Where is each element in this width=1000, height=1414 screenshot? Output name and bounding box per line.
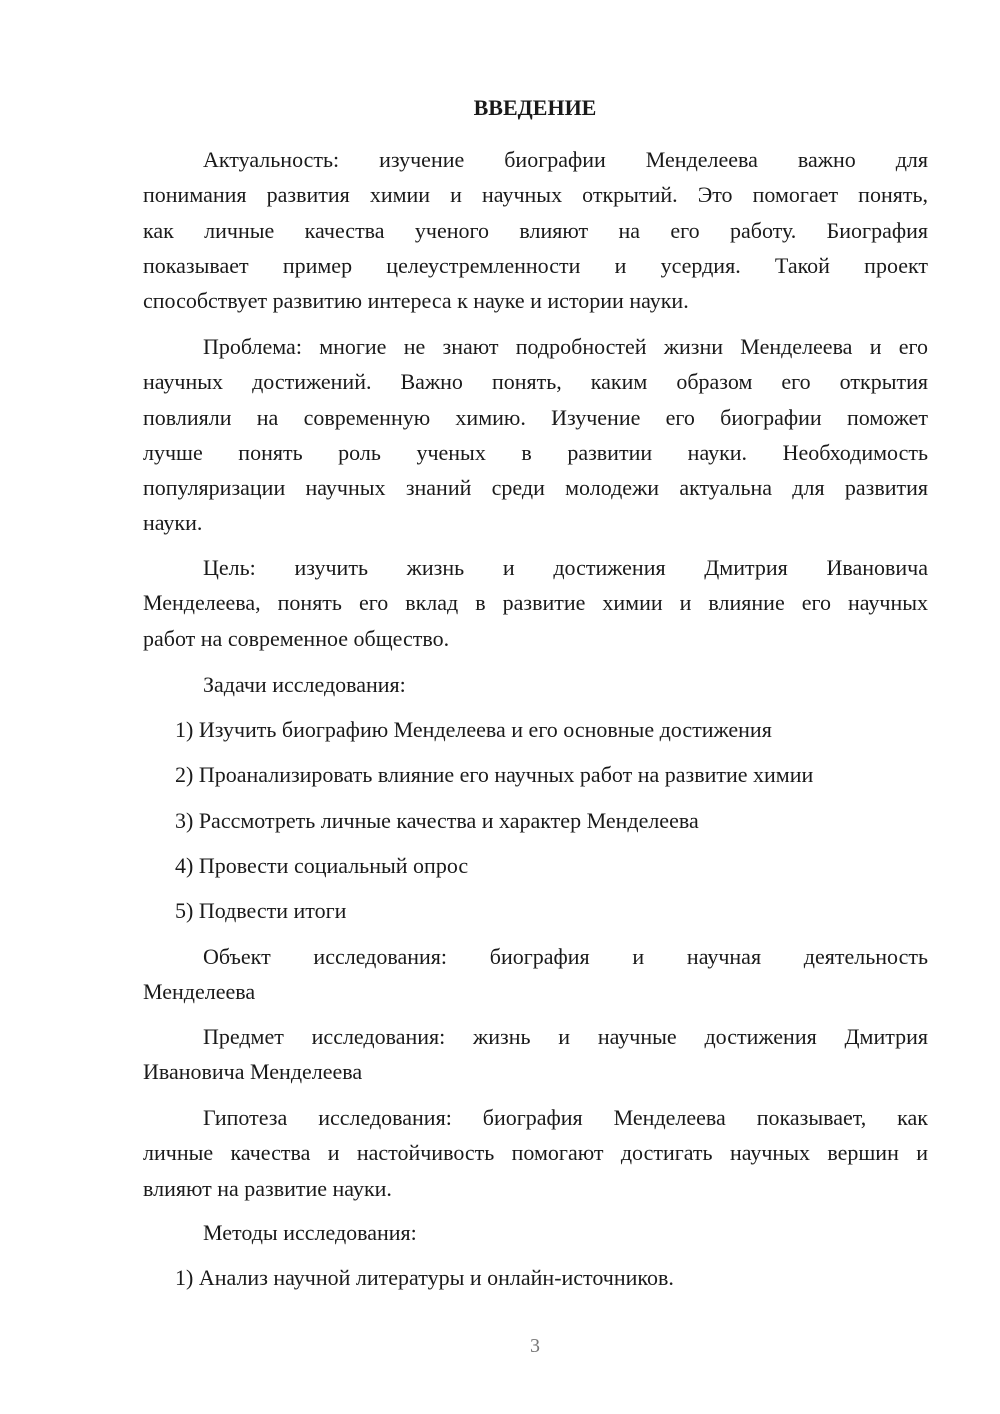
- list-item: [143, 757, 928, 792]
- text-line: Гипотеза исследования: биография Менделеева показывает, как: [203, 1105, 928, 1130]
- paragraph: [143, 550, 928, 656]
- text-line: Актуальность: изучение биографии Менделеева важно для: [203, 147, 928, 172]
- text-line: Ивановича Менделеева: [143, 1059, 363, 1085]
- text-line: личные качества и настойчивость помогают достигать научных вершин и: [143, 1140, 928, 1166]
- text-line: 3) Рассмотреть личные качества и характер Менделеева: [175, 808, 699, 833]
- text-line: 5) Подвести итоги: [175, 898, 347, 923]
- text-line: Проблема: многие не знают подробностей жизни Менделеева и его: [203, 334, 928, 359]
- text-line: 2) Проанализировать влияние его научных работ на развитие химии: [175, 762, 814, 787]
- text-line: популяризации научных знаний среди молодежи актуальна для развития: [143, 475, 928, 501]
- text-line: научных достижений. Важно понять, каким образом его открытия: [143, 369, 928, 395]
- list-item: [143, 893, 928, 928]
- text-line: лучше понять роль ученых в развитии науки. Необходимость: [143, 439, 928, 465]
- section-title: ВВЕДЕНИЕ: [473, 95, 597, 120]
- text-line: Задачи исследования:: [203, 672, 406, 697]
- text-line: влияют на развитие науки.: [143, 1175, 392, 1201]
- list-item: [143, 1260, 928, 1295]
- text-line: Цель: изучить жизнь и достижения Дмитрия Ивановича: [203, 555, 928, 580]
- list-item: [143, 712, 928, 747]
- paragraph: [143, 939, 928, 1010]
- paragraph: [143, 1019, 928, 1090]
- paragraph: [143, 329, 928, 541]
- text-line: Объект исследования: биография и научная деятельность: [203, 944, 928, 969]
- list-item: [143, 848, 928, 883]
- text-line: Методы исследования:: [203, 1220, 417, 1245]
- text-line: науки.: [143, 510, 203, 536]
- paragraph: [143, 1100, 928, 1206]
- text-line: Менделеева: [143, 979, 256, 1005]
- text-line: 1) Анализ научной литературы и онлайн-источников.: [175, 1265, 674, 1290]
- text-line: показывает пример целеустремленности и усердия. Такой проект: [143, 252, 928, 278]
- paragraph: [143, 142, 928, 318]
- paragraph: [143, 1215, 928, 1250]
- paragraph: [143, 667, 928, 702]
- text-line: работ на современное общество.: [143, 625, 450, 651]
- text-line: Менделеева, понять его вклад в развитие химии и влияние его научных: [143, 590, 928, 616]
- text-line: 1) Изучить биографию Менделеева и его основные достижения: [175, 717, 772, 742]
- text-line: способствует развитию интереса к науке и истории науки.: [143, 288, 689, 314]
- text-line: как личные качества ученого влияют на его работу. Биография: [143, 217, 928, 243]
- list-item: [143, 803, 928, 838]
- text-line: 4) Провести социальный опрос: [175, 853, 469, 878]
- page-number: 3: [530, 1335, 540, 1357]
- text-line: Предмет исследования: жизнь и научные достижения Дмитрия: [203, 1024, 928, 1049]
- text-line: понимания развития химии и научных открытий. Это помогает понять,: [143, 182, 928, 208]
- text-line: повлияли на современную химию. Изучение его биографии поможет: [143, 404, 928, 430]
